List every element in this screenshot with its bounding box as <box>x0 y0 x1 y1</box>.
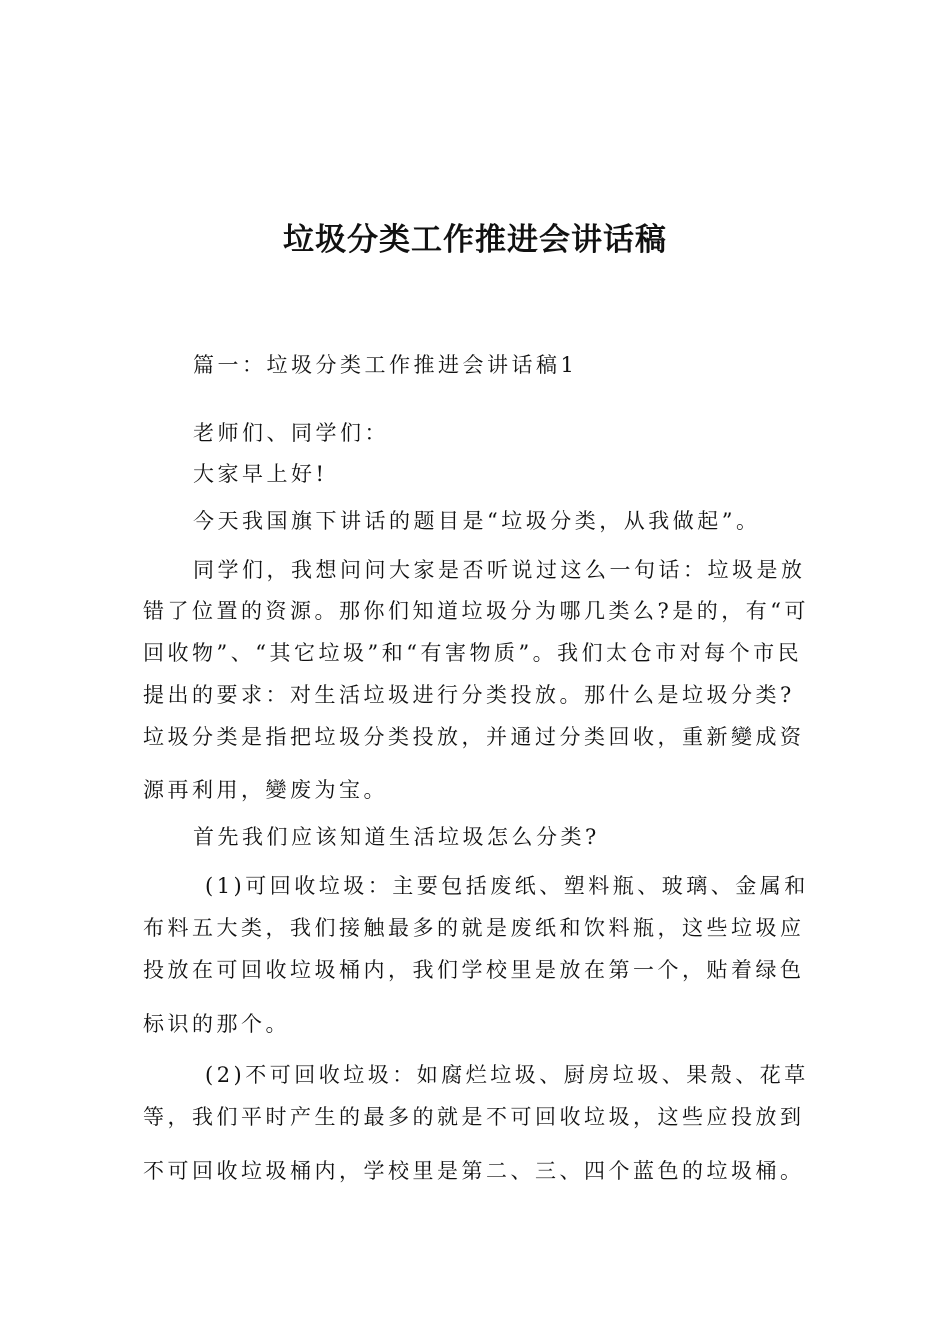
paragraph-line: 布料五大类，我们接触最多的就是废纸和饮料瓶，这些垃圾应 <box>143 916 805 940</box>
paragraph-line: 源再利用，變废为宝。 <box>143 778 388 802</box>
paragraph-line: 同学们，我想问问大家是否听说过这么一句话：垃圾是放 <box>193 558 806 582</box>
paragraph-line: 垃圾分类是指把垃圾分类投放，并通过分类回收，重新變成资 <box>143 725 805 749</box>
paragraph-line: 投放在可回收垃圾桶内，我们学校里是放在第一个，贴着绿色 <box>143 958 805 982</box>
paragraph-line: (2)不可回收垃圾：如腐烂垃圾、厨房垃圾、果殼、花草 <box>205 1063 809 1087</box>
greeting-line: 老师们、同学们： <box>193 421 389 445</box>
paragraph-line: 回收物”、“其它垃圾”和“有害物质”。我们太仓市对每个市民 <box>143 641 803 665</box>
paragraph-line: 不可回收垃圾桶内，学校里是第二、三、四个蓝色的垃圾桶。 <box>143 1159 805 1183</box>
paragraph-line: 首先我们应该知道生活垃圾怎么分类? <box>193 825 600 849</box>
paragraph-line: 错了位置的资源。那你们知道垃圾分为哪几类么?是的，有“可 <box>143 599 809 623</box>
section-heading: 篇一：垃圾分类工作推进会讲话稿1 <box>193 353 578 377</box>
paragraph-line: 标识的那个。 <box>143 1012 290 1036</box>
paragraph-line: (1)可回收垃圾：主要包括废纸、塑料瓶、玻璃、金属和 <box>205 874 809 898</box>
document-title: 垃圾分类工作推进会讲话稿 <box>283 222 667 258</box>
paragraph-line: 等，我们平时产生的最多的就是不可回收垃圾，这些应投放到 <box>143 1105 805 1129</box>
paragraph-line: 提出的要求：对生活垃圾进行分类投放。那什么是垃圾分类? <box>143 683 795 707</box>
greeting-line: 大家早上好! <box>193 462 328 486</box>
paragraph-line: 今天我国旗下讲话的题目是“垃圾分类，从我做起”。 <box>193 509 761 533</box>
